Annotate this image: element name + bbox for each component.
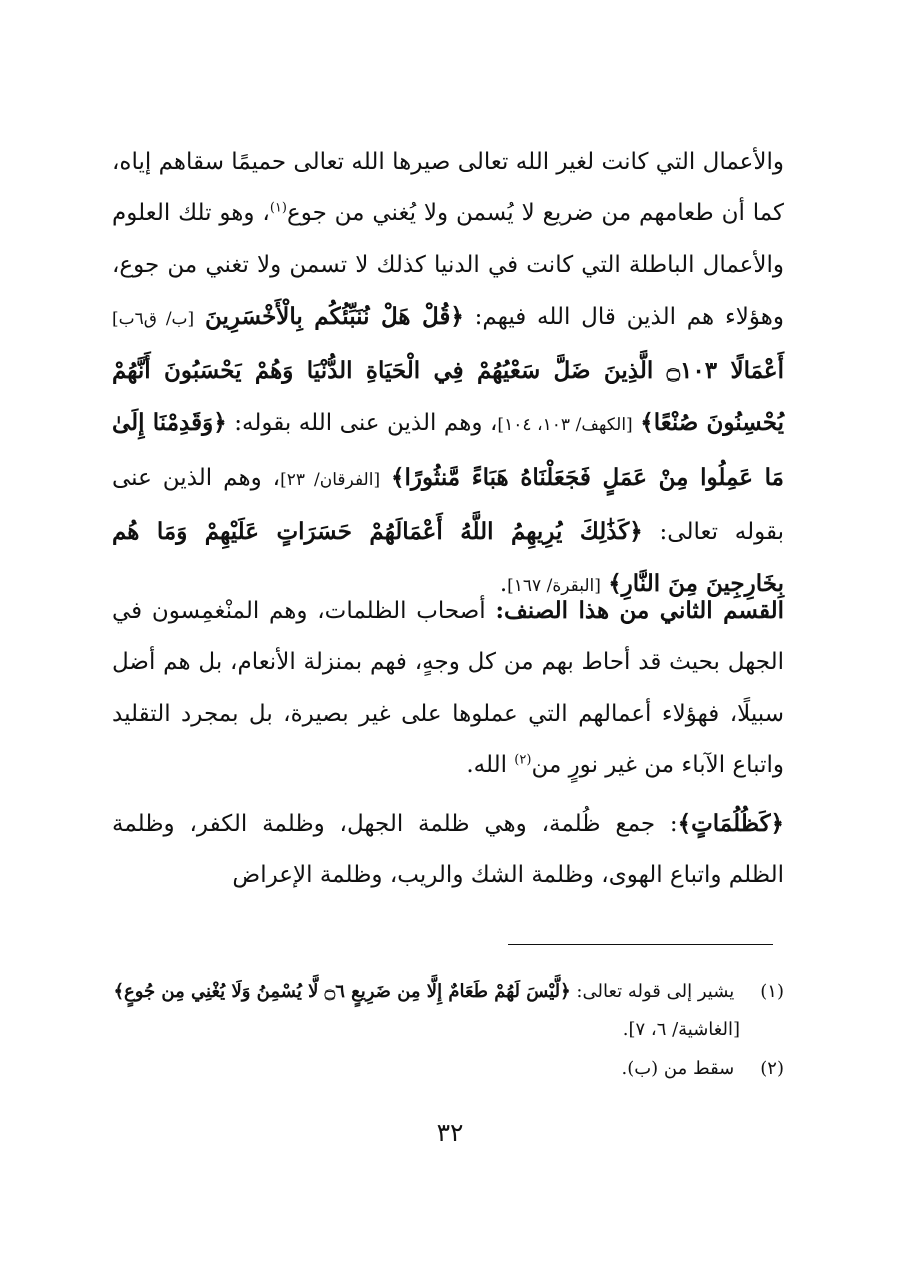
footnote-ref-2[interactable]: (٢) [514,752,532,768]
footnote-text: يشير إلى قوله تعالى: [570,981,735,1002]
text-run: أصحاب الظلمات، وهم المنْغمِسون في الجهل بحيث قد أحاط بهم من كل وجهٍ، فهم بمنزلة الأنعام، بل هم أضل سبيلًا، فهؤلاء أعمالهم التي عملوها على غير بصيرة، بل بمجرد التقليد واتباع الآباء من غير نورٍ من [112,598,784,778]
quran-verse: أَعْمَالًا ۝١٠٣ الَّذِينَ ضَلَّ سَعْيُهُمْ فِي الْحَيَاةِ الدُّنْيَا وَهُمْ يَحْسَبُونَ أَنَّهُمْ يُحْسِنُونَ صُنْعًا﴾ [112,357,785,437]
footnote-ref-1[interactable]: (١) [269,200,287,216]
quran-verse: ﴿قُلْ هَلْ نُنَبِّئُكُم بِالْأَخْسَرِينَ [204,302,464,330]
quran-verse: ﴿كَظُلُمَاتٍ﴾ [677,810,784,837]
text-run: ، وهم الذين عنى الله بقوله: [226,410,498,437]
text-run: الله. [466,751,515,778]
paragraph-2 [112,585,784,791]
verse-citation: [البقرة/ ١٦٧] [507,576,601,597]
footnote-2 [112,1050,784,1088]
text-run: ، وهو تلك العلوم والأعمال الباطلة التي كانت في الدنيا كذلك لا تسمن ولا تغني من جوع، وهؤلاء هم الذين قال الله فيهم: [112,200,784,330]
verse-citation: [الغاشية/ ٦، ٧]. [622,1019,740,1040]
footnote-number: (١) [760,981,784,1002]
verse-citation: [الفرقان/ ٢٣] [280,469,381,490]
verse-citation: [الكهف/ ١٠٣، ١٠٤] [497,415,633,436]
footnote-separator [508,944,773,945]
text-run: ، وهم الذين عنى بقوله تعالى: [112,464,784,546]
quran-verse: ﴿كَذَٰلِكَ يُرِيهِمُ اللَّهُ أَعْمَالَهُمْ حَسَرَاتٍ عَلَيْهِمْ وَمَا هُم بِخَارِجِينَ مِنَ النَّارِ﴾ [112,518,784,598]
text-run: والأعمال التي كانت لغير الله تعالى صيرها الله تعالى حميمًا سقاهم إياه، كما أن طعامهم من ضريع لا يُسمن ولا يُغني من جوع [112,149,784,227]
section-heading: القسم الثاني من هذا الصنف: [495,597,784,624]
paragraph-3 [112,798,784,902]
text-run: . [499,571,508,598]
manuscript-marker: [ب/ ق٦ب] [112,308,195,329]
footnote-number: (٢) [760,1058,784,1079]
quran-verse: ﴿وَقَدِمْنَا إِلَىٰ مَا عَمِلُوا مِنْ عَمَلٍ فَجَعَلْنَاهُ هَبَاءً مَّنثُورًا﴾ [112,409,785,491]
footnote-text: سقط من (ب). [621,1058,735,1079]
text-run: : جمع ظُلمة، وهي ظلمة الجهل، وظلمة الكفر، وظلمة الظلم واتباع الهوى، وظلمة الشك والريب، وظلمة الإعراض [112,811,784,889]
page-number: ٣٢ [436,1118,464,1147]
paragraph-1 [112,137,784,613]
quran-verse: ﴿لَّيْسَ لَهُمْ طَعَامٌ إِلَّا مِن ضَرِيعٍ ۝٦ لَّا يُسْمِنُ وَلَا يُغْنِي مِن جُوعٍ﴾ [113,981,571,1002]
footnote-1 [112,973,784,1049]
